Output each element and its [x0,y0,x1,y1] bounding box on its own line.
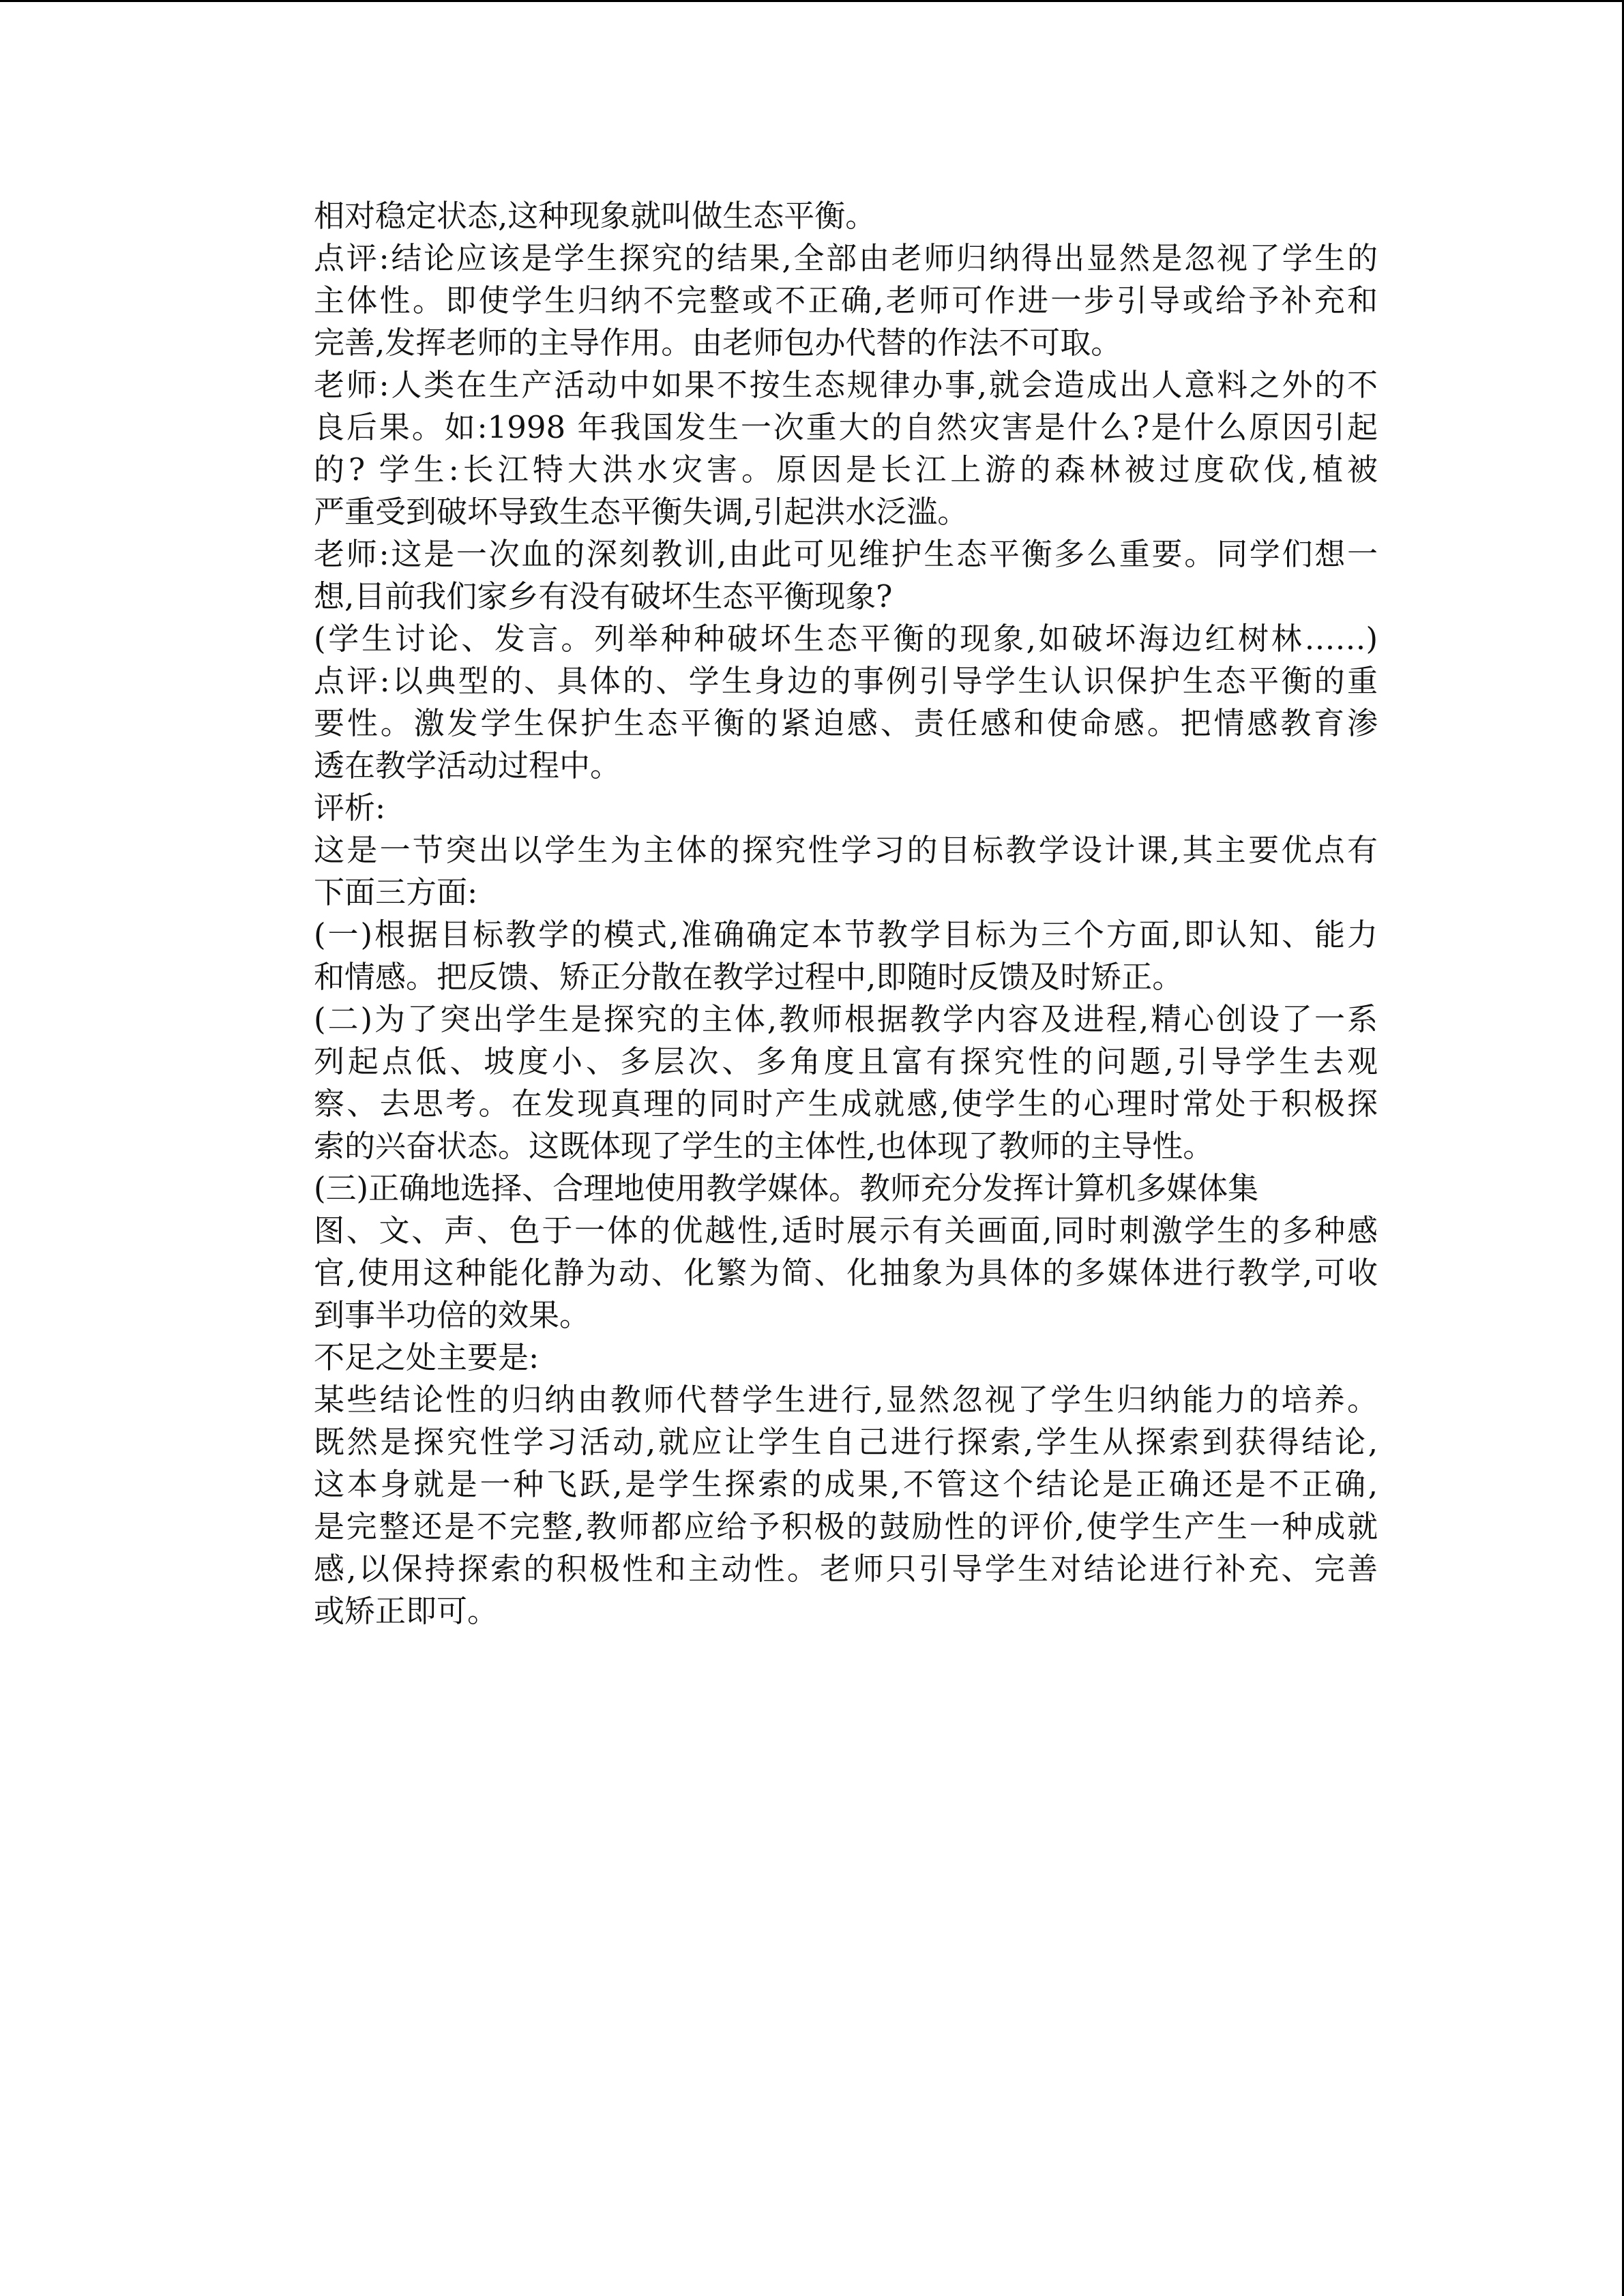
text-line: 严重受到破坏导致生态平衡失调,引起洪水泛滥。 [314,494,969,530]
text-line: 老师:这是一次血的深刻教训,由此可见维护生态平衡多么重要。同学们想一 [314,536,1378,572]
text-line: 相对稳定状态,这种现象就叫做生态平衡。 [314,198,876,234]
text-line: 点评:结论应该是学生探究的结果,全部由老师归纳得出显然是忽视了学生的 [314,240,1378,276]
document-body [314,195,1378,1632]
text-line: (一)根据目标教学的模式,准确确定本节教学目标为三个方面,即认知、能力 [314,916,1378,953]
text-line: 察、去思考。在发现真理的同时产生成就感,使学生的心理时常处于积极探 [314,1086,1378,1122]
text-line: 老师:人类在生产活动中如果不按生态规律办事,就会造成出人意料之外的不 [314,367,1378,403]
text-line: 索的兴奋状态。这既体现了学生的主体性,也体现了教师的主导性。 [314,1128,1214,1164]
section-heading: 不足之处主要是: [314,1339,540,1375]
text-line: 想,目前我们家乡有没有破坏生态平衡现象? [314,578,893,614]
text-line: 完善,发挥老师的主导作用。由老师包办代替的作法不可取。 [314,325,1122,361]
text-line: 良后果。如:1998 年我国发生一次重大的自然灾害是什么?是什么原因引起 [314,409,1378,445]
text-line: 主体性。即使学生归纳不完整或不正确,老师可作进一步引导或给予补充和 [314,282,1378,318]
text-line: (三)正确地选择、合理地使用教学媒体。教师充分发挥计算机多媒体集 [314,1170,1259,1206]
text-line: 是完整还是不完整,教师都应给予积极的鼓励性的评价,使学生产生一种成就 [314,1508,1378,1545]
section-heading: 评析: [314,790,386,826]
text-line: 和情感。把反馈、矫正分散在教学过程中,即随时反馈及时矫正。 [314,959,1183,995]
text-line: 官,使用这种能化静为动、化繁为简、化抽象为具体的多媒体进行教学,可收 [314,1255,1378,1291]
text-line: 这本身就是一种飞跃,是学生探索的成果,不管这个结论是正确还是不正确, [314,1466,1378,1502]
text-line: 到事半功倍的效果。 [314,1297,591,1333]
text-line: 或矫正即可。 [314,1593,499,1629]
text-line: 既然是探究性学习活动,就应让学生自己进行探索,学生从探索到获得结论, [314,1424,1378,1460]
text-line: 点评:以典型的、具体的、学生身边的事例引导学生认识保护生态平衡的重 [314,663,1378,699]
text-line: 的? 学生:长江特大洪水灾害。原因是长江上游的森林被过度砍伐,植被 [314,451,1378,488]
text-line: 下面三方面: [314,874,478,910]
text-line: 这是一节突出以学生为主体的探究性学习的目标教学设计课,其主要优点有 [314,832,1378,868]
text-line: 图、文、声、色于一体的优越性,适时展示有关画面,同时刺激学生的多种感 [314,1212,1378,1249]
text-line: (二)为了突出学生是探究的主体,教师根据教学内容及进程,精心创设了一系 [314,1001,1378,1037]
text-line: 透在教学活动过程中。 [314,747,621,784]
text-line: (学生讨论、发言。列举种种破坏生态平衡的现象,如破坏海边红树林……) [314,621,1378,657]
text-line: 列起点低、坡度小、多层次、多角度且富有探究性的问题,引导学生去观 [314,1043,1378,1079]
text-line: 某些结论性的归纳由教师代替学生进行,显然忽视了学生归纳能力的培养。 [314,1382,1378,1418]
text-line: 要性。激发学生保护生态平衡的紧迫感、责任感和使命感。把情感教育渗 [314,705,1378,741]
text-line: 感,以保持探索的积极性和主动性。老师只引导学生对结论进行补充、完善 [314,1551,1378,1587]
